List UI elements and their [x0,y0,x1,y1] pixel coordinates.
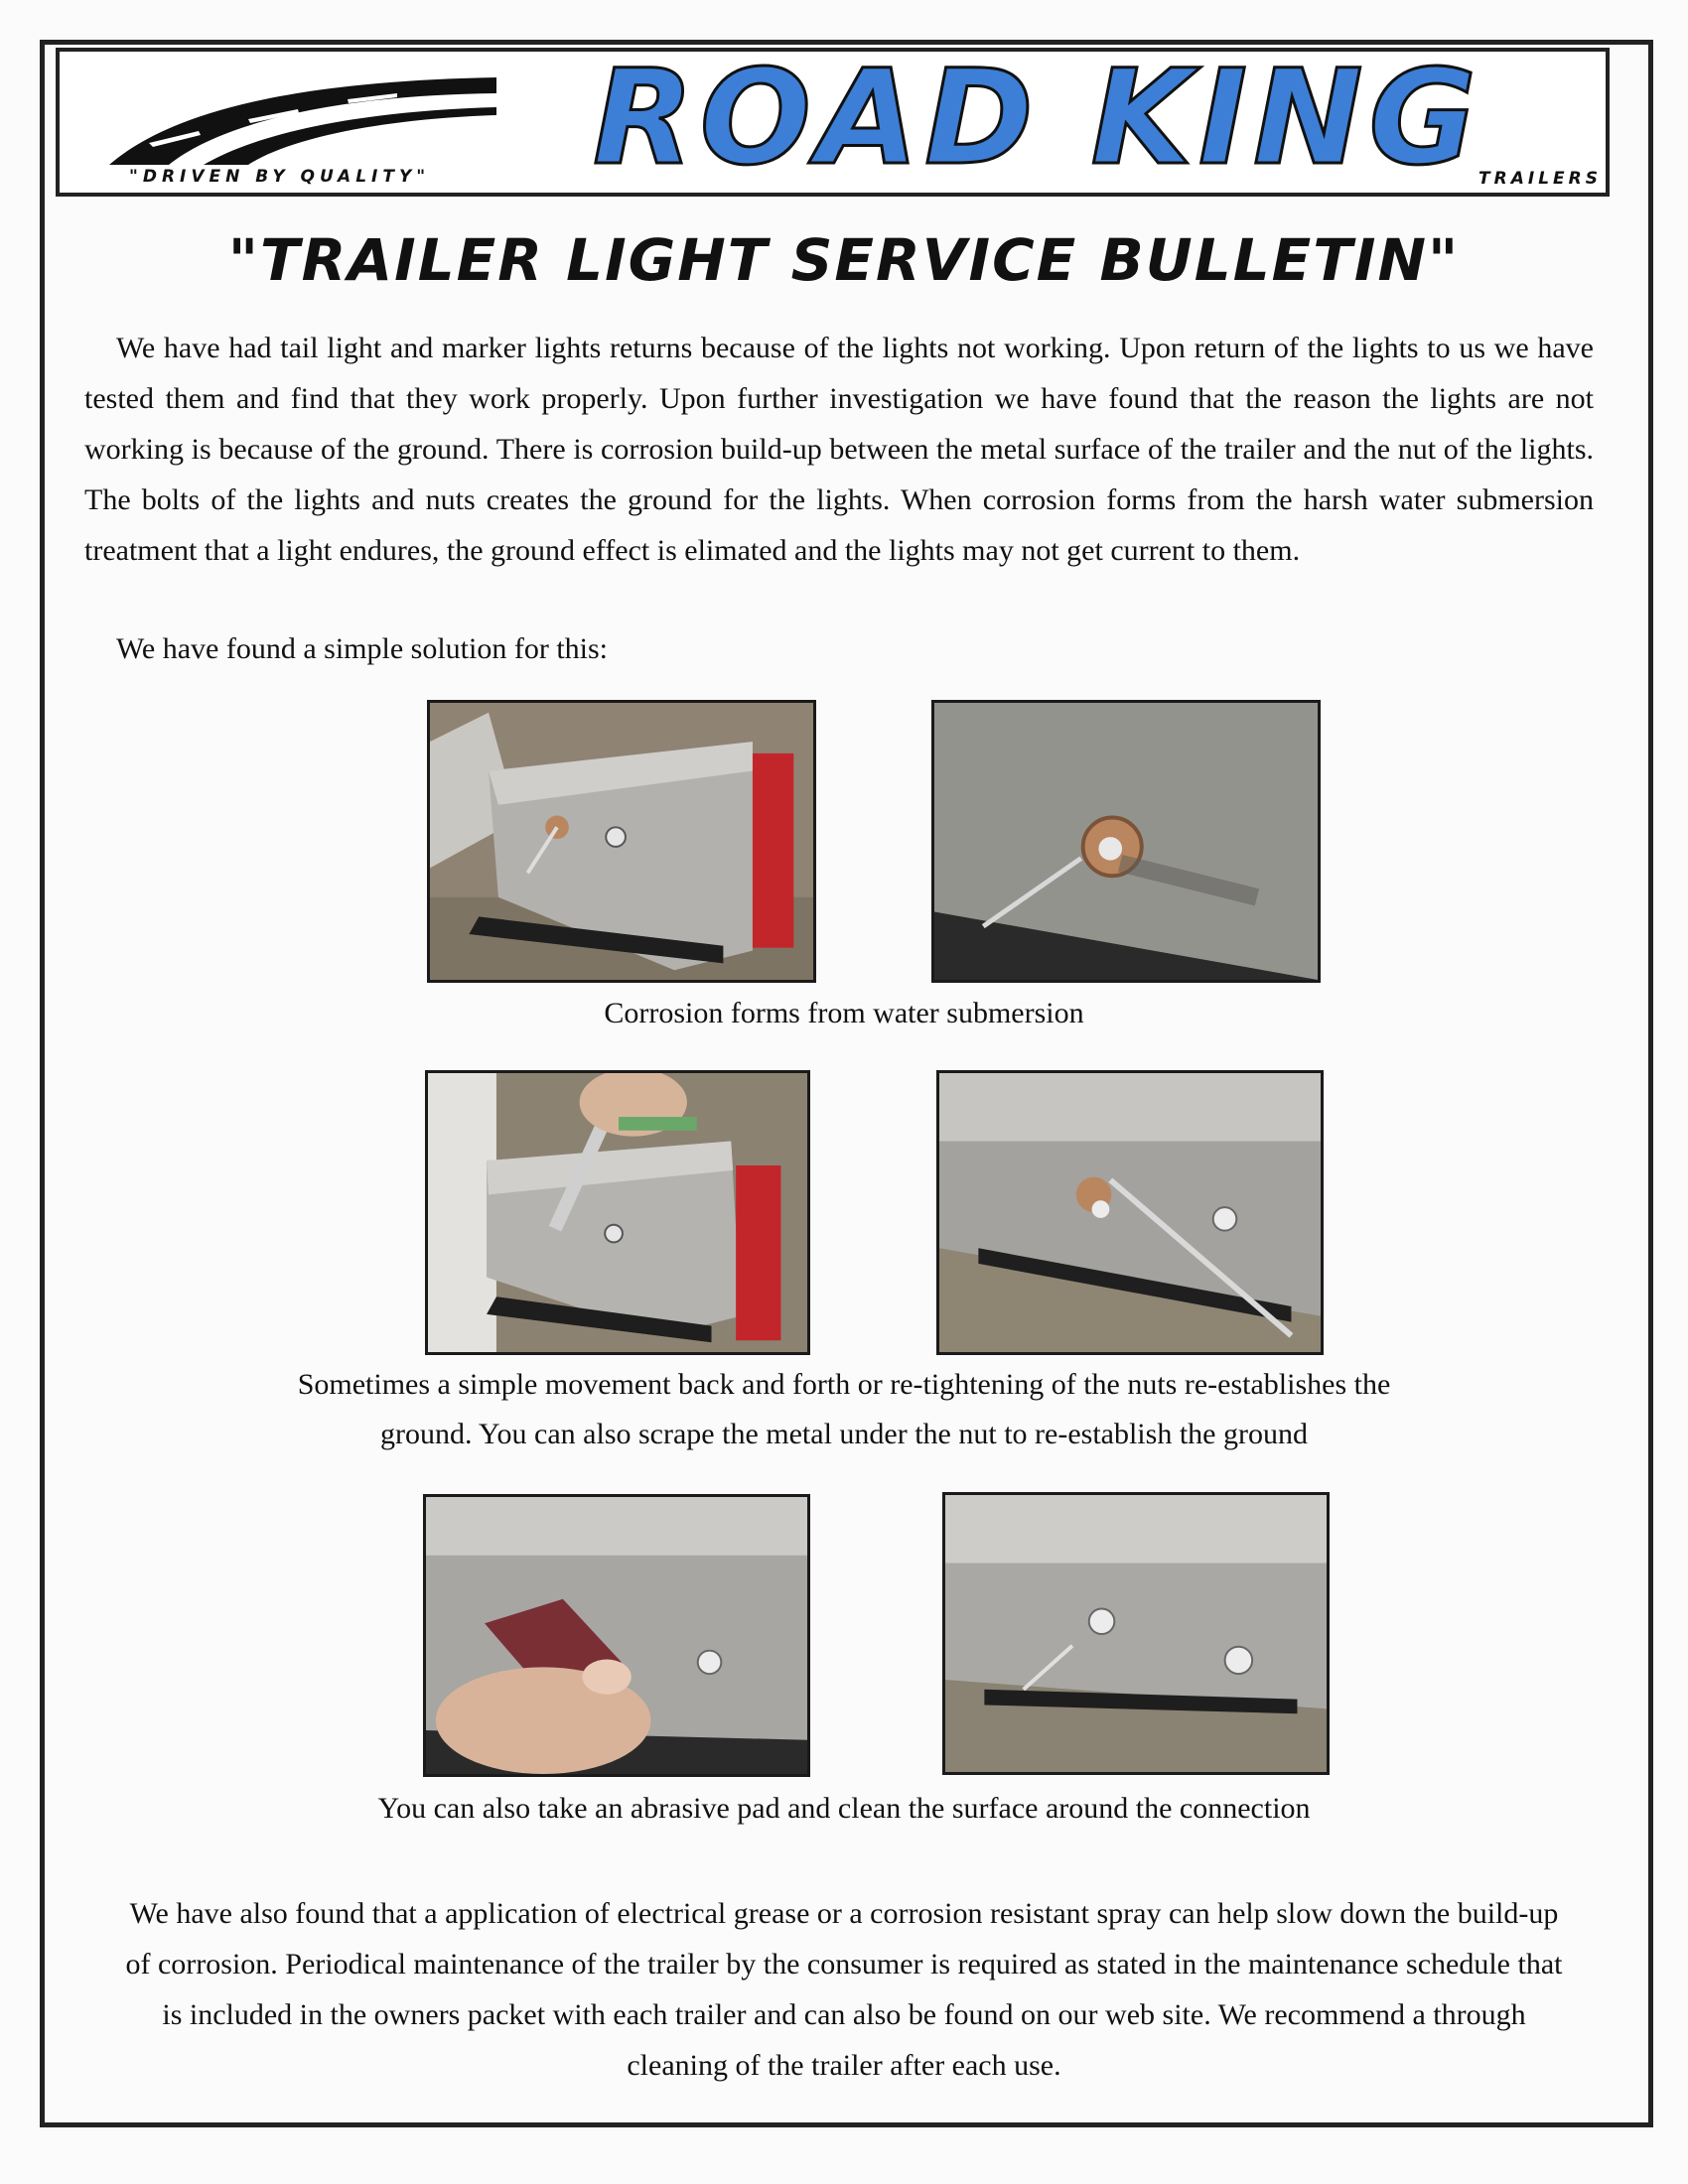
photo-scraping-metal [936,1070,1324,1355]
sub-brand: TRAILERS [1478,169,1602,189]
letterhead [56,48,1610,197]
photo-abrasive-pad [423,1494,810,1777]
photo-wrench-tightening [425,1070,810,1355]
solution-lead: We have found a simple solution for this: [116,632,608,665]
closing-paragraph: We have also found that a application of electrical grease or a corrosion resistant spray can help slow down the build-up of corrosion. Periodical maintenance of the trailer by the consumer is required as stated in the maintenance schedule that is included in the owners packet with each trailer and can also be found on our web site. We recommend a through cleaning of the trailer after each use. [125,1897,1563,2082]
caption-movement-line1: Sometimes a simple movement back and forth or re-tightening of the nuts re-establishes the [297,1368,1391,1401]
caption-corrosion: Corrosion forms from water submersion [604,997,1084,1029]
caption-movement-line2: ground. You can also scrape the metal under the nut to re-establish the ground [380,1418,1308,1450]
tagline: "DRIVEN BY QUALITY" [129,167,431,187]
intro-paragraph: We have had tail light and marker lights returns because of the lights not working. Upon return of the lights to us we have tested them and find that they work properly. Upon further investigation we have found that the reason the lights are not working is because of the ground. There is corrosion build-up between the metal surface of the trailer and the nut of the lights. The bolts of the lights and nuts creates the ground for the lights. When corrosion forms from the harsh water submersion treatment that a light endures, the ground effect is elimated and the lights may not get current to them. [84,332,1594,567]
bulletin-title: "TRAILER LIGHT SERVICE BULLETIN" [227,226,1461,294]
photo-cleaned-connection [942,1492,1330,1775]
road-logo-graphic [109,73,496,165]
caption-abrasive: You can also take an abrasive pad and clean the surface around the connection [377,1792,1311,1825]
brand-wordmark: ROAD KING [593,48,1482,195]
photo-corroded-nut-closeup [931,700,1321,983]
photo-corroded-light-side [427,700,816,983]
